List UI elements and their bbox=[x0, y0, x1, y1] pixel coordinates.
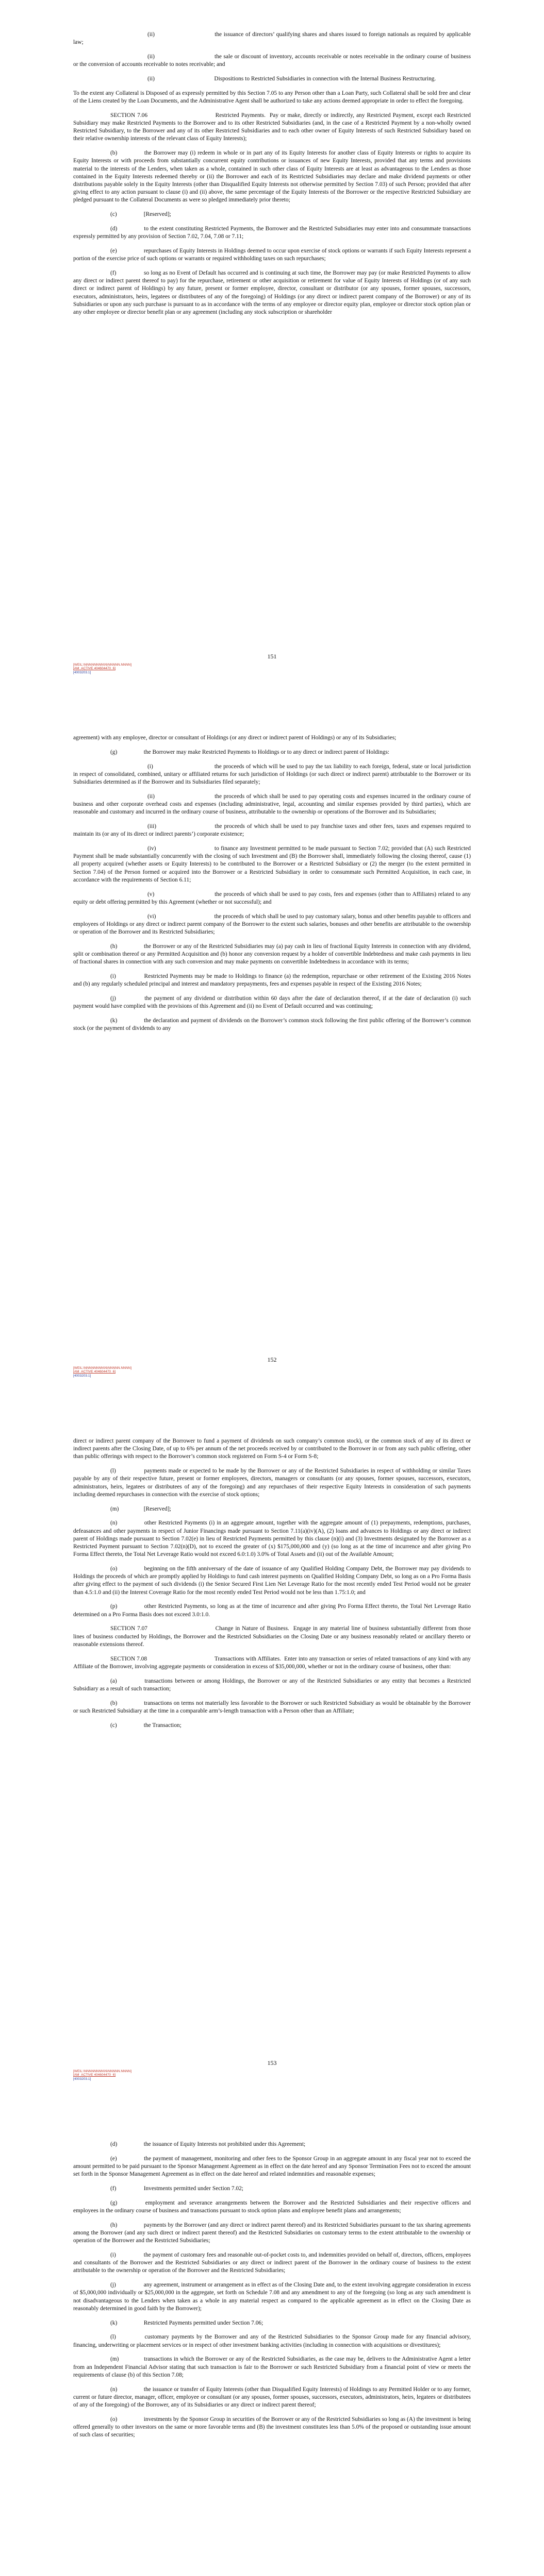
docid-line-2: [AM_ACTIVE 404604470_6] bbox=[73, 1370, 116, 1374]
paragraph: (n) other Restricted Payments (i) in an aggregate amount, together with the aggregate amount of (1) prepayments, redemptions, purchases, defeasances and other payments in respect of Junior Financings made pursuant to Section 7.11(a)(iv)(A), (2) loans and advances to Holdings or any direct or indirect parent of Holdings made pursuant to Section 7.02(e) in lieu of Restricted Payments permitted by this clause (n)(i) and (3) Investments designated by the Borrower as a Restricted Payment pursuant to Section 7.02(n)(D), not to exceed the greater of (x) $175,000,000 and (y) (so long as at the time of incurrence and after giving Pro Forma Effect thereto, the Total Net Leverage Ratio would not exceed 6.0:1.0) 3.0% of Total Assets and (ii) out of the Available Amount; bbox=[73, 1520, 472, 1558]
paragraph: (f) Investments permitted under Section 7.02; bbox=[110, 2185, 243, 2192]
document-page-3 bbox=[0, 1406, 544, 2110]
paragraph: To the extent any Collateral is Disposed of as expressly permitted by this Section 7.05 to any Person other than a Loan Party, such Collateral shall be sold free and clear of the Liens created by the Loan Documents, and the Administrative Agent shall be authorized to take any actions deemed appropriate in order to effect the foregoing. bbox=[73, 90, 471, 104]
paragraph: (l) payments made or expected to be made by the Borrower or any of the Restricted Subsidiaries in respect of withholding or similar Taxes payable by any of their respective future, present or former employees, directors, managers or consultants (or any spouses, former spouses, successors, executors, administrators, heirs, legatees or distributees of any of the foregoing) and any repurchases of their respective Equity Interests in consideration of such payments including deemed repurchases in connection with the exercise of stock options; bbox=[73, 1468, 472, 1498]
paragraph: (ii) the issuance of directors’ qualifying shares and shares issued to foreign nationals as required by applicable law; bbox=[73, 31, 472, 46]
paragraph: (d) to the extent constituting Restricted Payments, the Borrower and the Restricted Subsidiaries may enter into and consummate transactions expressly permitted by any provision of Section 7.02, 7.04, 7.08 or 7.11; bbox=[73, 226, 472, 240]
paragraph: (h) the Borrower or any of the Restricted Subsidiaries may (a) pay cash in lieu of fractional Equity Interests in connection with any dividend, split or combination thereof or any Permitted Acquisition and (b) honor any conversion request by a holder of convertible Indebtedness and make cash payments in lieu of fractional shares in connection with any such conversion and may make payments on convertible Indebtedness in accordance with its terms; bbox=[73, 943, 472, 965]
docid-line-1: [WEIL:\NNNNNNNN\N\NNNNN.NNNN] bbox=[73, 1366, 132, 1370]
document-id-stamp bbox=[73, 663, 131, 674]
paragraph: (h) payments by the Borrower (and any direct or indirect parent thereof) and its Restricted Subsidiaries pursuant to the tax sharing agreements among the Borrower (and any such direct or indirect parent thereof) and the Restricted Subsidiaries on customary terms to the extent attributable to the ownership or operation of the Borrower and the Restricted Subsidiaries; bbox=[73, 2222, 472, 2244]
paragraph: (p) other Restricted Payments, so long as at the time of incurrence and after giving Pro Forma Effect thereto, the Total Net Leverage Ratio determined on a Pro Forma Basis does not exceed 3.0:1.0. bbox=[73, 1603, 472, 1618]
docid-line-3: [4003203.1] bbox=[73, 670, 91, 674]
paragraph: (ii) the sale or discount of inventory, accounts receivable or notes receivable in the ordinary course of business or the conversion of accounts receivable to notes receivable; and bbox=[73, 54, 472, 68]
paragraph: (d) the issuance of Equity Interests not prohibited under this Agreement; bbox=[110, 2141, 306, 2147]
paragraph: (b) the Borrower may (i) redeem in whole or in part any of its Equity Interests for another class of Equity Interests or rights to acquire its Equity Interests or with proceeds from substantially concurrent equity contributions or issuances of new Equity Interests, provided that any terms and provisions material to the interests of the Lenders, when taken as a whole, contained in such other class of Equity Interests are at least as advantageous to the Lenders as those contained in the Equity Interests redeemed thereby or (ii) the Borrower and each of its Restricted Subsidiaries may declare and make dividend payments or other distributions payable solely in the Equity Interests (other than Disqualified Equity Interests not otherwise permitted by Section 7.03) of such Person; provided that after giving effect to any action pursuant to clause (i) and (ii) above, the same percentage of the Equity Interests of the Borrower or the respective Restricted Subsidiary are pledged pursuant to the Collateral Documents as were so pledged immediately prior thereto; bbox=[73, 150, 472, 204]
section-heading-paragraph: SECTION 7.06 Restricted Payments. Pay or make, directly or indirectly, any Restricted Payment, except each Restricted Subsidiary may make Restricted Payments to the Borrower and to its other Restricted Subsidiaries (and, in the case of a Restricted Payment by a non-wholly owned Restricted Subsidiary, to the Borrower and any of its other Restricted Subsidiaries and to each other owner of Equity Interests of such Restricted Subsidiary based on their relative ownership interests of the relevant class of Equity Interests); bbox=[73, 112, 472, 142]
page-body bbox=[73, 2141, 471, 2576]
page-footer bbox=[73, 2056, 471, 2087]
section-heading-paragraph: SECTION 7.07 Change in Nature of Business. Engage in any material line of business substantially different from those lines of business conducted by Holdings, the Borrower and the Restricted Subsidiaries on the Closing Date or any business reasonably related or ancillary thereto or reasonable extensions thereof. bbox=[73, 1625, 472, 1648]
document-page-1 bbox=[0, 0, 544, 703]
document-page-2 bbox=[0, 703, 544, 1406]
docid-line-2: [AM_ACTIVE 404604470_6] bbox=[73, 2073, 116, 2077]
paragraph: (g) the Borrower may make Restricted Payments to Holdings or to any direct or indirect parent of Holdings: bbox=[110, 749, 390, 755]
paragraph: (g) employment and severance arrangements between the Borrower and the Restricted Subsidiaries and their respective officers and employees in the ordinary course of business and transactions pursuant to stock option plans and employee benefit plans and arrangements; bbox=[73, 2199, 472, 2214]
docid-line-3: [4003203.1] bbox=[73, 1374, 91, 1378]
page-footer bbox=[73, 650, 471, 681]
page-footer bbox=[73, 1353, 471, 1384]
section-heading-paragraph: SECTION 7.08 Transactions with Affiliates. Enter into any transaction or series of related transactions of any kind with any Affiliate of the Borrower, involving aggregate payments or consideration in excess of $35,000,000, whether or not in the ordinary course of business, other than: bbox=[73, 1655, 472, 1670]
docid-line-3: [4003203.1] bbox=[73, 2077, 91, 2081]
paragraph: (e) repurchases of Equity Interests in Holdings deemed to occur upon exercise of stock options or warrants if such Equity Interests represent a portion of the exercise price of such options or warrants or required withholding taxes on such repurchases; bbox=[73, 248, 472, 262]
paragraph: (v) the proceeds of which shall be used to pay costs, fees and expenses (other than to Affiliates) related to any equity or debt offering permitted by this Agreement (whether or not successful); and bbox=[73, 891, 472, 905]
paragraph: direct or indirect parent company of the Borrower to fund a payment of dividends on such company’s common stock), or the common stock of any of its direct or indirect parents after the Closing Date, of up to 6% per annum of the net proceeds received by or contributed to the Borrower in or from any such public offering, other than public offerings with respect to the Borrower’s common stock registered on Form S-4 or Form S-8; bbox=[73, 1438, 471, 1460]
paragraph: (l) customary payments by the Borrower and any of the Restricted Subsidiaries to the Sponsor Group made for any financial advisory, financing, underwriting or placement services or in respect of other investment banking activities (including in connection with acquisitions or divestitures); bbox=[73, 2334, 472, 2348]
paragraph: (ii) the proceeds of which shall be used to pay operating costs and expenses incurred in the ordinary course of business and other corporate overhead costs and expenses (including administrative, legal, accounting and similar expenses provided by third parties), which are reasonable and customary and incurred in the ordinary course of business, attributable to the ownership or operations of the Borrower and its Subsidiaries; bbox=[73, 793, 472, 816]
document-id-stamp bbox=[73, 1366, 131, 1378]
paragraph: (i) the proceeds of which will be used to pay the tax liability to each foreign, federal, state or local jurisdiction in respect of consolidated, combined, unitary or affiliated returns for such jurisdiction of Holdings (or such direct or indirect parent) attributable to the Borrower or its Subsidiaries determined as if the Borrower and its Subsidiaries filed separately; bbox=[73, 763, 472, 785]
paragraph: (m) [Reserved]; bbox=[110, 1505, 171, 1512]
page-number: 153 bbox=[267, 2059, 277, 2066]
docid-line-1: [WEIL:\NNNNNNNN\N\NNNNN.NNNN] bbox=[73, 2070, 132, 2073]
paragraph: (j) the payment of any dividend or distribution within 60 days after the date of declaration thereof, if at the date of declaration (i) such payment would have complied with the provisions of this Agreement and (ii) no Event of Default occurred and was continuing; bbox=[73, 995, 472, 1010]
page-number: 152 bbox=[267, 1356, 277, 1363]
paragraph: (e) the payment of management, monitoring and other fees to the Sponsor Group in an aggregate amount in any fiscal year not to exceed the amount permitted to be paid pursuant to the Sponsor Management Agreement as in effect on the date hereof and any Sponsor Termination Fees not to exceed the amount set forth in the Sponsor Management Agreement as in effect on the date hereof and related indemnities and reasonable expenses; bbox=[73, 2155, 472, 2178]
paragraph: (b) transactions on terms not materially less favorable to the Borrower or such Restricted Subsidiary as would be obtainable by the Borrower or such Restricted Subsidiary at the time in a comparable arm’s-length transaction with a Person other than an Affiliate; bbox=[73, 1700, 472, 1714]
paragraph: (n) the issuance or transfer of Equity Interests (other than Disqualified Equity Interests) of Holdings to any Permitted Holder or to any former, current or future director, manager, officer, employee or consultant (or any spouses, former spouses, successors, executors, administrators, heirs, legatees or distributees of any of the foregoing) of the Borrower, any of its Subsidiaries or any direct or indirect parent thereof; bbox=[73, 2386, 472, 2409]
paragraph: (i) Restricted Payments may be made to Holdings to finance (a) the redemption, repurchase or other retirement of the Existing 2016 Notes and (b) any regularly scheduled principal and interest and mandatory prepayments, fees and expenses payable in respect of the Existing 2016 Notes; bbox=[73, 973, 472, 988]
paragraph: (o) investments by the Sponsor Group in securities of the Borrower or any of the Restricted Subsidiaries so long as (A) the investment is being offered generally to other investors on the same or more favorable terms and (B) the investment constitutes less than 5.0% of the proposed or outstanding issue amount of such class of securities; bbox=[73, 2416, 472, 2438]
paragraph: (k) the declaration and payment of dividends on the Borrower’s common stock following the first public offering of the Borrower’s common stock (or the payment of dividends to any bbox=[73, 1018, 472, 1032]
paragraph: (vi) the proceeds of which shall be used to pay customary salary, bonus and other benefits payable to officers and employees of Holdings or any direct or indirect parent company of the Borrower to the extent such salaries, bonuses and other benefits are attributable to the ownership or operation of the Borrower and its Restricted Subsidiaries; bbox=[73, 913, 472, 936]
paragraph: (o) beginning on the fifth anniversary of the date of issuance of any Qualified Holding Company Debt, the Borrower may pay dividends to Holdings the proceeds of which are promptly applied by Holdings to fund cash interest payments on Qualified Holding Company Debt, so long as on a Pro Forma Basis after giving effect to the payment of such dividends (i) the Senior Secured First Lien Net Leverage Ratio for the most recently ended Test Period would not be greater than 4.5:1.0 and (ii) the Interest Coverage Ratio for the most recently ended Test Period would not be less than 1.75:1.0; and bbox=[73, 1566, 472, 1596]
paragraph: (f) so long as no Event of Default has occurred and is continuing at such time, the Borrower may pay (or make Restricted Payments to allow any direct or indirect parent thereof to pay) for the repurchase, retirement or other acquisition or retirement for value of Equity Interests of Holdings (or of any such direct or indirect parent of Holdings) by any future, present or former employee, director, consultant or distributor (or any spouses, former spouses, successors, executors, administrators, heirs, legatees or distributees of any of the foregoing) of Holdings (or any direct or indirect parent company of the Borrower) or any of its Subsidiaries or upon any such purchase is pursuant to as in accordance with the terms of any employee or director equity plan, employee or director stock option plan or any other employee or director benefit plan or any agreement (including any stock subscription or shareholder bbox=[73, 270, 472, 316]
page-number: 151 bbox=[267, 653, 277, 660]
paragraph: (iv) to finance any Investment permitted to be made pursuant to Section 7.02; provided that (A) such Restricted Payment shall be made substantially concurrently with the closing of such Investment and (B) the Borrower shall, immediately following the closing thereof, cause (1) all property acquired (whether assets or Equity Interests) to be contributed to the Borrower or a Restricted Subsidiary or (2) the merger (to the extent permitted in Section 7.04) of the Person formed or acquired into the Borrower or a Restricted Subsidiary in order to consummate such Permitted Acquisition, in each case, in accordance with the requirements of Section 6.11; bbox=[73, 845, 472, 883]
paragraph: (c) the Transaction; bbox=[110, 1722, 182, 1728]
document-id-stamp bbox=[73, 2070, 131, 2081]
paragraph: (c) [Reserved]; bbox=[110, 211, 171, 218]
paragraph: (m) transactions in which the Borrower or any of the Restricted Subsidiaries, as the case may be, delivers to the Administrative Agent a letter from an Independent Financial Advisor stating that such transaction is fair to the Borrower or such Restricted Subsidiary from a financial point of view or meets the requirements of clause (b) of this Section 7.08; bbox=[73, 2356, 472, 2378]
paragraph: (iii) the proceeds of which shall be used to pay franchise taxes and other fees, taxes and expenses required to maintain its (or any of its direct or indirect parents’) corporate existence; bbox=[73, 823, 472, 838]
page-body bbox=[73, 1437, 471, 2032]
paragraph: (a) transactions between or among Holdings, the Borrower or any of the Restricted Subsidiaries or any entity that becomes a Restricted Subsidiary as a result of such transaction; bbox=[73, 1677, 472, 1692]
page-body bbox=[73, 31, 471, 626]
paragraph: (ii) Dispositions to Restricted Subsidiaries in connection with the Internal Business Restructuring. bbox=[147, 76, 436, 82]
paragraph: agreement) with any employee, director or consultant of Holdings (or any direct or indirect parent of Holdings) or any of its Subsidiaries; bbox=[73, 735, 397, 741]
paragraph: (j) any agreement, instrument or arrangement as in effect as of the Closing Date and, to the extent involving aggregate consideration in excess of $5,000,000 individually or $25,000,000 in the aggregate, set forth on Schedule 7.08 and any amendment to any of the foregoing (so long as any such amendment is not disadvantageous to the Lenders when taken as a whole in any material respect as compared to the applicable agreement as in effect on the Closing Date as reasonably determined in good faith by the Borrower); bbox=[73, 2282, 472, 2312]
docid-line-2: [AM_ACTIVE 404604470_6] bbox=[73, 667, 116, 671]
paragraph: (k) Restricted Payments permitted under Section 7.06; bbox=[110, 2319, 263, 2326]
paragraph: (i) the payment of customary fees and reasonable out-of-pocket costs to, and indemnities provided on behalf of, directors, officers, employees and consultants of the Borrower and the Restricted Subsidiaries or any direct or indirect parent of the Borrower in the ordinary course of business to the extent attributable to the ownership or operation of the Borrower and the Restricted Subsidiaries; bbox=[73, 2252, 472, 2274]
docid-line-1: [WEIL:\NNNNNNNN\N\NNNNN.NNNN] bbox=[73, 663, 132, 667]
page-body bbox=[73, 734, 471, 1329]
document-page-4 bbox=[0, 2110, 544, 2576]
